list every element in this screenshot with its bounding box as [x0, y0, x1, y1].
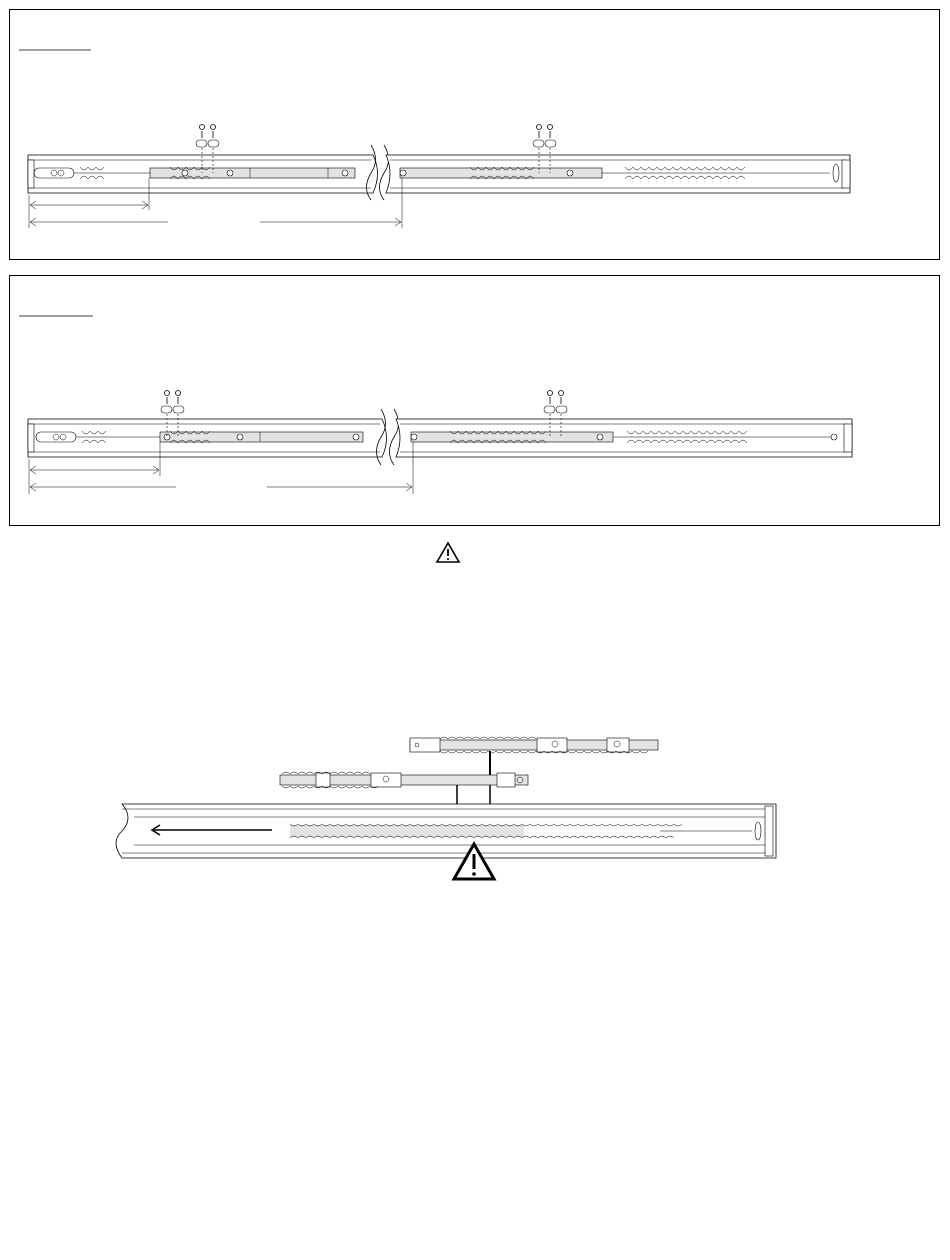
- warning-triangle-icon: [437, 543, 459, 562]
- chain-assembly-diagram: [116, 737, 776, 858]
- idler-pulley: [755, 822, 761, 840]
- rail-end-section: [116, 804, 776, 858]
- chain-segment-upper: [410, 737, 658, 753]
